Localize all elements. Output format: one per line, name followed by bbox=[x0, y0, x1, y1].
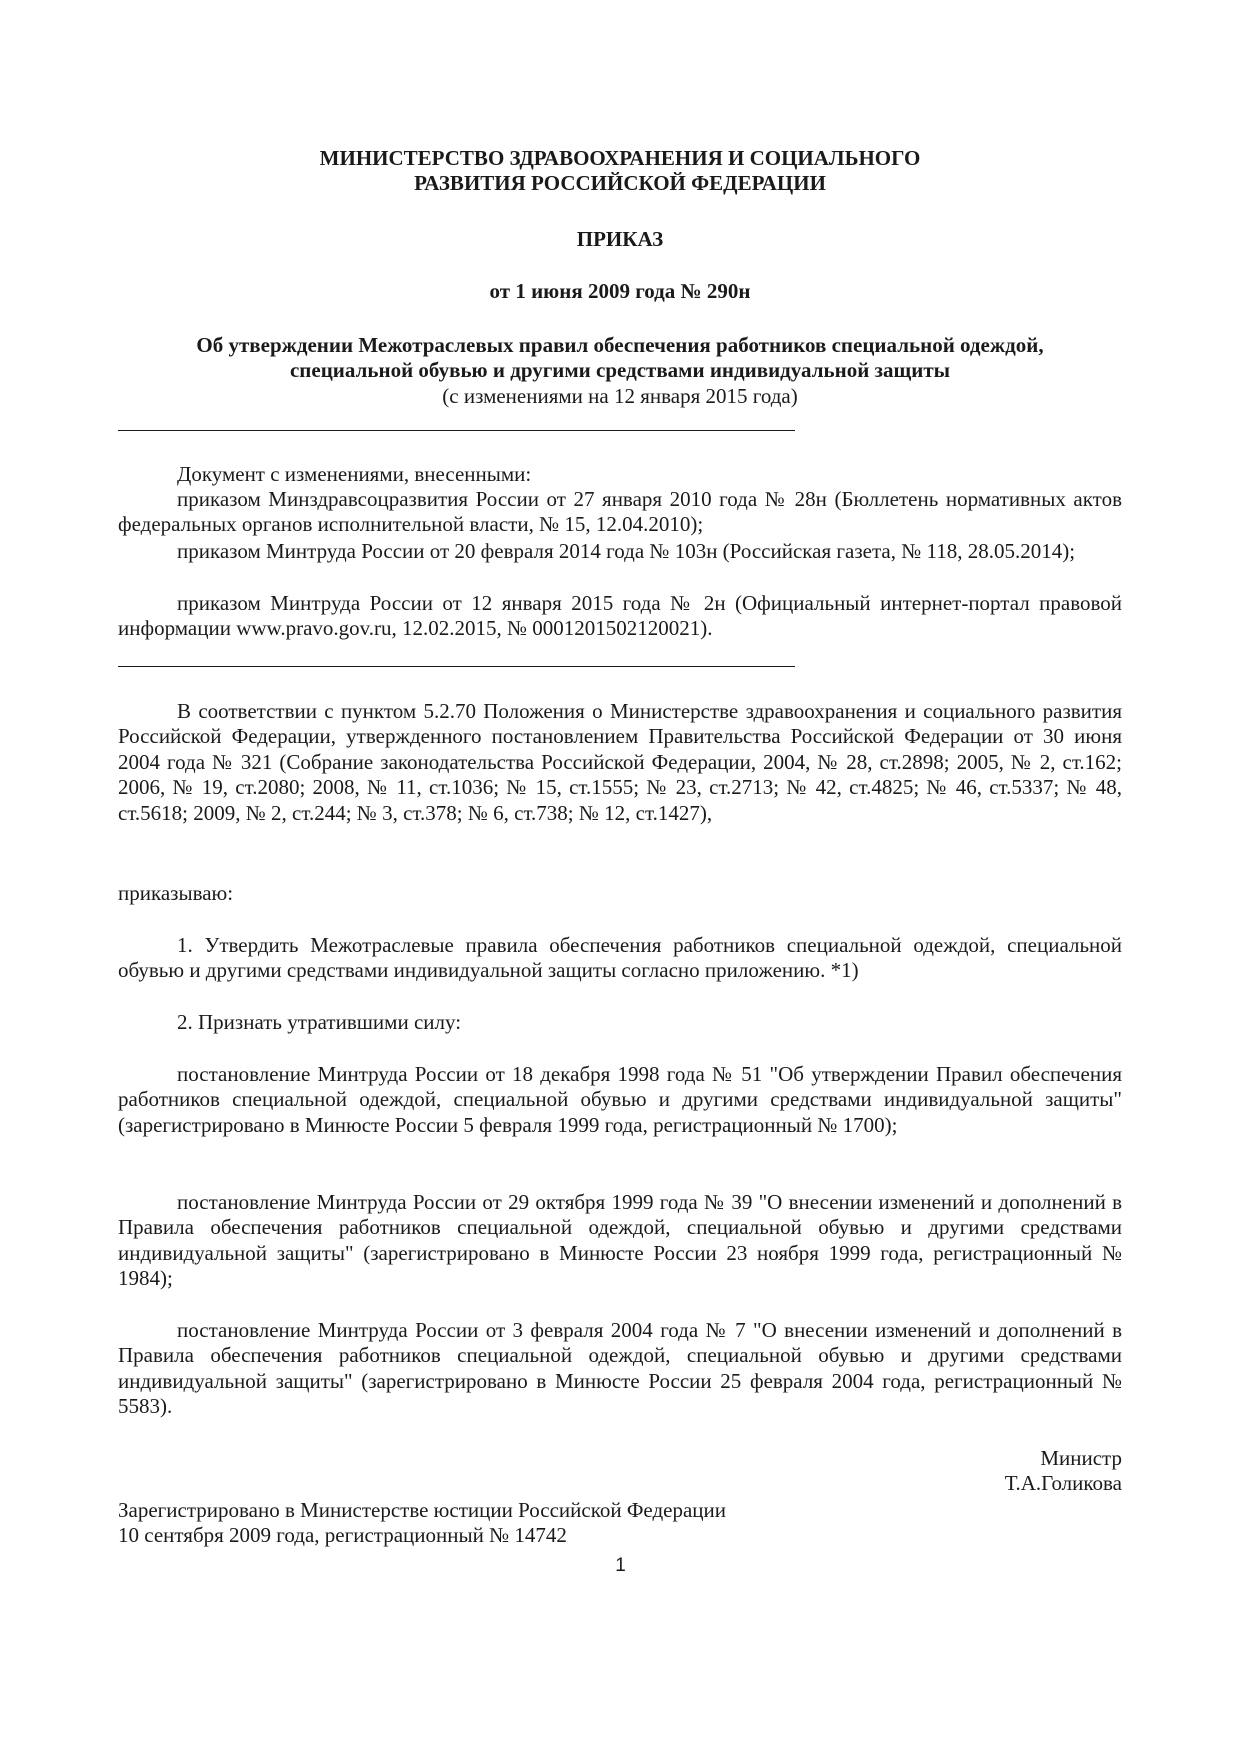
registration-line1: Зарегистрировано в Министерстве юстиции Российской Федерации bbox=[118, 1498, 726, 1522]
doc-date-number: от 1 июня 2009 года № 290н bbox=[489, 279, 751, 303]
signature-name: Т.А.Голикова bbox=[1004, 1471, 1122, 1496]
repealed-item-2: постановление Минтруда России от 29 октября 1999 года № 39 "О внесении изменений и дополнений в Правила обеспечения работников специальной одеждой, специальной обувью и другими средствами индивидуальной защиты" (зарегистрировано в Минюсте России 23 ноября 1999 года, регистрационный № 1984); bbox=[118, 1190, 1122, 1291]
point-1: 1. Утвердить Межотраслевые правила обеспечения работников специальной одеждой, специальной обувью и другими средствами индивидуальной защиты согласно приложению. *1) bbox=[118, 933, 1122, 983]
order-word: приказываю: bbox=[118, 881, 234, 905]
repealed-item-1: постановление Минтруда России от 18 декабря 1998 года № 51 "Об утверждении Правил обеспечения работников специальной одеждой, специальной обувью и другими средствами индивидуальной защиты" (зарегистрировано в Минюсте России 5 февраля 1999 года, регистрационный № 1700); bbox=[118, 1062, 1122, 1137]
ministry-name bbox=[118, 146, 1122, 197]
doc-title-line2: специальной обувью и другими средствами индивидуальной защиты bbox=[289, 358, 951, 383]
page-number: 1 bbox=[615, 1555, 626, 1576]
signature-position: Министр bbox=[1040, 1446, 1122, 1470]
repealed-item-3: постановление Минтруда России от 3 февраля 2004 года № 7 "О внесении изменений и дополнений в Правила обеспечения работников специальной одеждой, специальной обувью и другими средствами индивидуальной защиты" (зарегистрировано в Минюсте России 25 февраля 2004 года, регистрационный № 5583). bbox=[118, 1318, 1122, 1419]
ministry-name-line1: МИНИСТЕРСТВО ЗДРАВООХРАНЕНИЯ И СОЦИАЛЬНОГО bbox=[319, 146, 921, 170]
registration-line2: 10 сентября 2009 года, регистрационный № 14742 bbox=[118, 1523, 567, 1548]
doc-title bbox=[118, 333, 1122, 384]
doc-title-line1: Об утверждении Межотраслевых правил обеспечения работников специальной одеждой, bbox=[196, 333, 1044, 357]
change-item-2: приказом Минтруда России от 20 февраля 2014 года № 103н (Российская газета, № 118, 28.05.2014); bbox=[177, 539, 1076, 563]
separator-top bbox=[118, 430, 795, 431]
point-2: 2. Признать утратившими силу: bbox=[177, 1010, 462, 1034]
signature-block bbox=[1005, 1446, 1122, 1497]
ministry-name-line2: РАЗВИТИЯ РОССИЙСКОЙ ФЕДЕРАЦИИ bbox=[414, 171, 826, 196]
change-item-3: приказом Минтруда России от 12 января 2015 года № 2н (Официальный интернет-портал правовой информации www.pravo.gov.ru, 12.02.2015, № 0001201502120021). bbox=[118, 591, 1122, 641]
amendments-note: (с изменениями на 12 января 2015 года) bbox=[442, 384, 798, 408]
separator-bottom bbox=[118, 666, 795, 667]
doc-type: ПРИКАЗ bbox=[576, 227, 664, 251]
change-item-1: приказом Минздравсоцразвития России от 27 января 2010 года № 28н (Бюллетень нормативных актов федеральных органов исполнительной власти, № 15, 12.04.2010); bbox=[118, 487, 1122, 537]
preamble: В соответствии с пунктом 5.2.70 Положения о Министерстве здравоохранения и социального развития Российской Федерации, утвержденного постановлением Правительства Российской Федерации от 30 июня 2004 года № 321 (Собрание законодательства Российской Федерации, 2004, № 28, ст.2898; 2005, № 2, ст.162; 2006, № 19, ст.2080; 2008, № 11, ст.1036; № 15, ст.1555; № 23, ст.2713; № 42, ст.4825; № 46, ст.5337; № 48, ст.5618; 2009, № 2, ст.244; № 3, ст.378; № 6, ст.738; № 12, ст.1427), bbox=[118, 699, 1122, 825]
registration-note bbox=[118, 1498, 1018, 1549]
changes-intro: Документ с изменениями, внесенными: bbox=[177, 462, 532, 486]
